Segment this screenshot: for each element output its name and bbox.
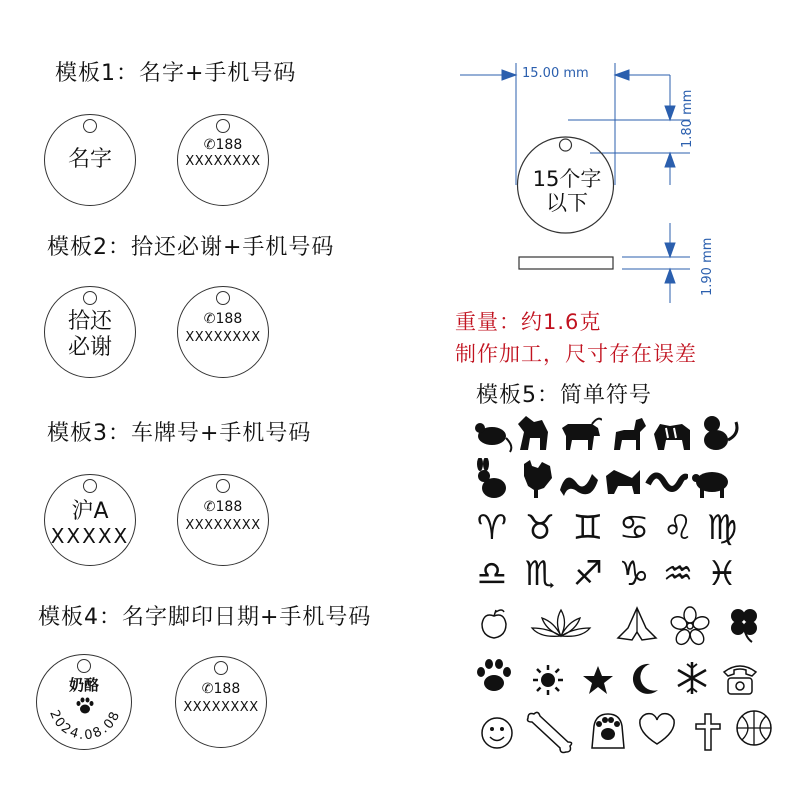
tag-date-arc	[37, 655, 133, 751]
tag-plate-line-2: XXXXX	[50, 524, 130, 548]
aries-icon: ♈	[476, 508, 508, 548]
libra-icon: ♎	[476, 554, 508, 594]
cat-paw-icon	[586, 708, 630, 752]
sakura-icon	[670, 606, 710, 646]
praying-hands-icon	[614, 604, 660, 644]
dog-icon	[600, 460, 644, 504]
tag-date-text: 2024.08.08	[46, 707, 124, 744]
weight-note: 重量：约1.6克	[455, 310, 602, 334]
tiger-icon	[650, 410, 694, 454]
clover-icon	[724, 604, 764, 644]
template4-title: 模板4：名字脚印日期+手机号码	[38, 605, 372, 630]
tag-phone-line	[176, 681, 266, 697]
tag-text-line-2: 必谢	[67, 335, 112, 360]
tag-phone-prefix: 188	[215, 499, 243, 515]
tag-hole	[214, 661, 228, 675]
heart-icon	[636, 710, 678, 748]
tag-hole	[83, 479, 97, 493]
template1-phone-tag	[177, 114, 269, 206]
sun-icon	[532, 664, 564, 696]
hole-offset-label: 1.80 mm	[680, 89, 695, 148]
ox-icon	[558, 410, 602, 454]
scorpio-icon: ♏	[524, 554, 556, 594]
dragon-icon	[556, 460, 600, 504]
tag-phone-prefix: 188	[213, 681, 241, 697]
sample-line-2: 以下	[546, 191, 588, 216]
pig-icon	[690, 458, 734, 502]
template1-title: 模板1：名字+手机号码	[55, 61, 297, 86]
snake-icon	[644, 460, 688, 504]
thickness-label: 1.90 mm	[700, 237, 715, 296]
template4-name-paw-tag	[36, 654, 132, 750]
cross-icon	[694, 712, 722, 752]
cancer-icon: ♋	[618, 508, 650, 548]
aquarius-icon: ♒	[662, 554, 694, 594]
tag-text-line-1: 拾还	[67, 309, 112, 334]
phone-icon: ✆	[203, 311, 216, 327]
tag-hole	[83, 291, 97, 305]
goat-icon	[606, 410, 650, 454]
gemini-icon: ♊	[572, 508, 604, 548]
phone-icon: ✆	[203, 499, 216, 515]
tag-phone-mask: XXXXXXXX	[183, 700, 259, 715]
tag-phone-mask: XXXXXXXX	[185, 518, 261, 533]
monkey-icon	[696, 410, 740, 454]
tag-phone-mask: XXXXXXXX	[185, 154, 261, 169]
template2-text-tag	[44, 286, 136, 378]
tag-pet-name: 奶酪	[68, 676, 99, 694]
tag-hole	[83, 119, 97, 133]
disclaimer-note: 制作加工，尺寸存在误差	[455, 342, 697, 366]
tag-phone-mask: XXXXXXXX	[185, 330, 261, 345]
rat-icon	[470, 410, 514, 454]
pisces-icon: ♓	[706, 554, 738, 594]
moon-icon	[628, 662, 660, 696]
smiley-icon	[480, 716, 514, 750]
snowflake-icon	[674, 660, 710, 696]
rooster-icon	[512, 456, 556, 500]
tag-phone-line	[178, 311, 268, 327]
sample-tag-text	[517, 167, 617, 215]
template3-plate-tag	[44, 474, 136, 566]
phone-icon: ✆	[203, 137, 216, 153]
tag-hole	[216, 479, 230, 493]
phone-icon: ✆	[201, 681, 214, 697]
template2-title: 模板2：拾还必谢+手机号码	[47, 235, 335, 260]
capricorn-icon: ♑	[618, 554, 650, 594]
template2-phone-tag	[177, 286, 269, 378]
basketball-icon	[734, 708, 774, 748]
paw-icon	[474, 656, 514, 696]
telephone-icon	[720, 658, 760, 698]
template4-phone-tag	[175, 656, 267, 748]
diameter-label: 15.00 mm	[522, 66, 589, 81]
template1-name-tag	[44, 114, 136, 206]
tag-phone-prefix: 188	[215, 311, 243, 327]
tag-hole	[216, 291, 230, 305]
virgo-icon: ♍	[706, 508, 738, 548]
tag-phone-prefix: 188	[215, 137, 243, 153]
svg-text:2024.08.08	[46, 708, 124, 743]
taurus-icon: ♉	[524, 508, 556, 548]
bone-icon	[524, 708, 574, 756]
apple-icon	[476, 606, 512, 642]
tag-plate-line-1: 沪A	[71, 499, 109, 524]
tag-phone-line	[178, 499, 268, 515]
star-icon	[582, 664, 614, 696]
tag-hole	[216, 119, 230, 133]
template3-title: 模板3：车牌号+手机号码	[47, 421, 312, 446]
lotus-icon	[530, 606, 592, 642]
rabbit-icon	[470, 458, 514, 502]
tag-name-text: 名字	[67, 147, 112, 172]
tag-phone-line	[178, 137, 268, 153]
horse-icon	[512, 410, 556, 454]
template5-title: 模板5：简单符号	[476, 383, 652, 408]
template3-phone-tag	[177, 474, 269, 566]
sample-line-1: 15个字	[532, 167, 602, 191]
sagittarius-icon: ♐	[572, 554, 604, 594]
leo-icon: ♌	[662, 508, 694, 548]
